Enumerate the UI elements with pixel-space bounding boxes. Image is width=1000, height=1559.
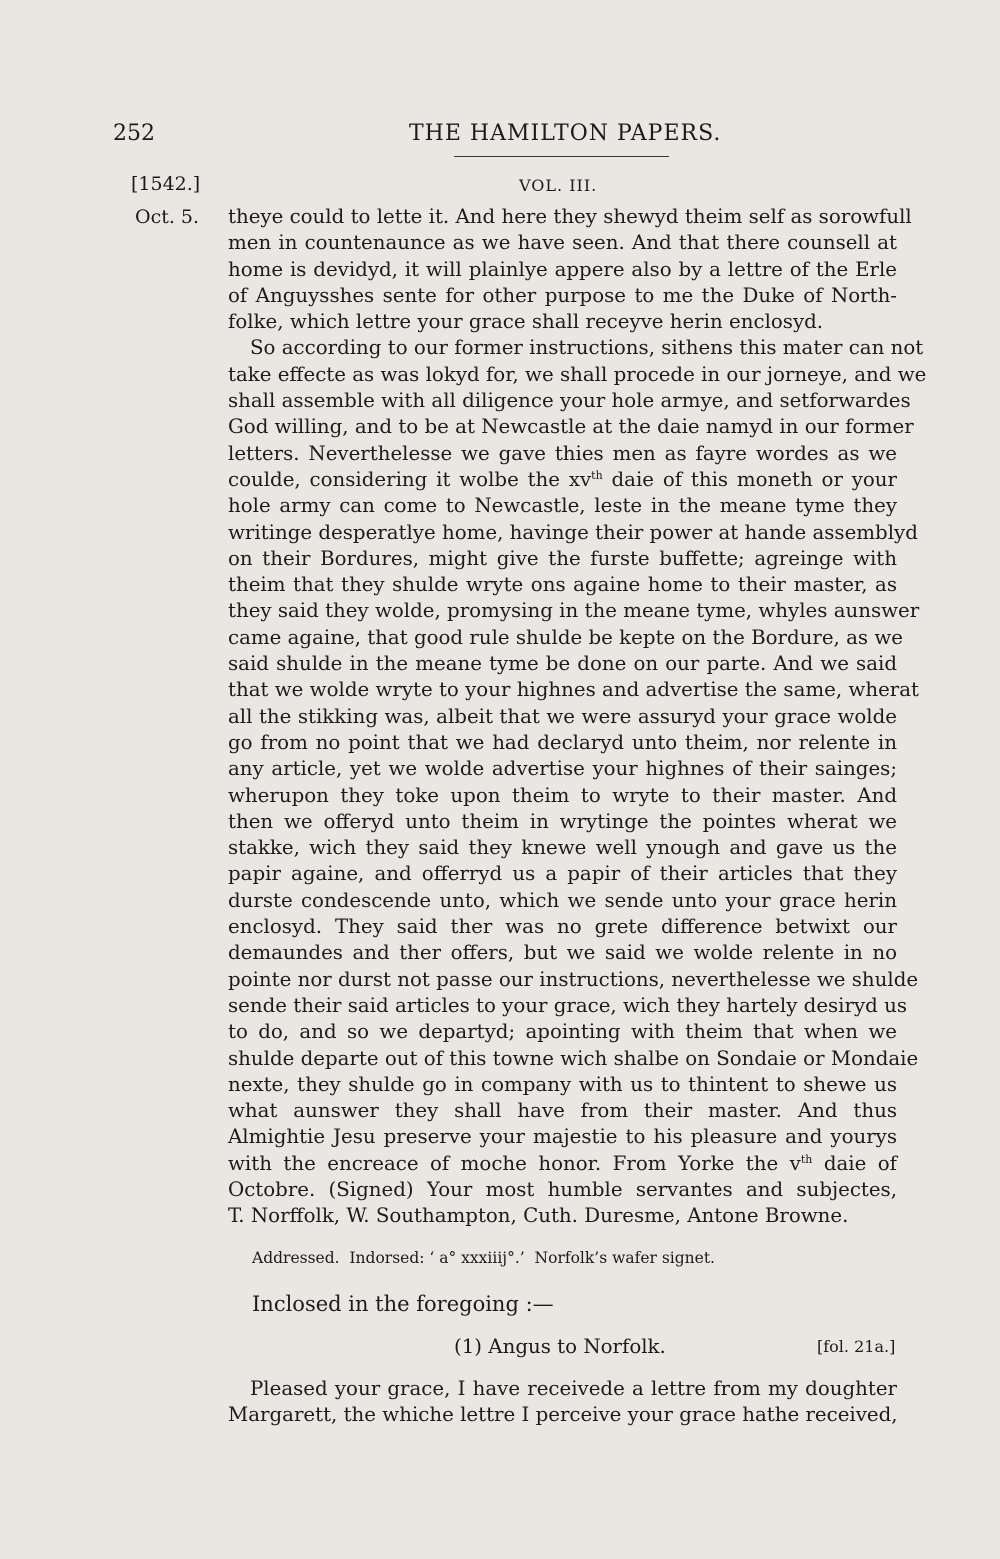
body-line: demaundes and ther offers, but we said we wolde relente in no [228,941,897,965]
signature-line: T. Norffolk, W. Southampton, Cuth. Duresme, Antone Browne. [228,1204,849,1228]
body-line: letters. Neverthelesse we gave thies men as fayre wordes as we [228,441,897,465]
body-line-tail: daie of this moneth or your [602,467,898,491]
body-line: stakke, wich they said they knewe well ynough and gave us the [228,836,897,860]
body-line-with-superscript [228,1151,897,1177]
body-line: pointe nor durst not passe our instructions, neverthelesse we shulde [228,967,919,991]
body-line: sende their said articles to your grace, wich they hartely desiryd us [228,993,907,1017]
enclosure-heading: Inclosed in the foregoing :— [252,1292,554,1316]
letter-body [228,204,927,1230]
body-line-head: coulde, considering it wolbe the xv [228,467,592,491]
body-line: on their Bordures, might give the furste buffette; agreinge with [228,546,897,570]
body-line: durste condescende unto, which we sende unto your grace herin [228,888,897,912]
letter-line: Pleased your grace, I have receivede a lettre from my doughter [250,1377,897,1400]
body-line: So according to our former instructions, sithens this mater can not [250,336,924,360]
body-line: shall assemble with all diligence your hole armye, and setforwardes [228,389,911,413]
body-line: of Anguysshes sente for other purpose to me the Duke of North- [228,283,897,307]
body-line: men in countenaunce as we have seen. And that there counsell at [228,231,897,255]
wafer-note: Norfolk’s wafer signet. [534,1249,715,1267]
body-line: hole army can come to Newcastle, leste in the meane tyme they [228,494,897,518]
body-line: Octobre. (Signed) Your most humble servantes and subjectes, [228,1177,897,1201]
body-line-with-superscript [228,467,897,493]
enclosure-subheading: (1) Angus to Norfolk. [454,1335,666,1358]
body-line: nexte, they shulde go in company with us to thintent to shewe us [228,1072,897,1096]
superscript: th [800,1152,813,1166]
body-line: take effecte as was lokyd for, we shall procede in our jorneye, and we [228,362,927,386]
body-line: wherupon they toke upon theim to wryte to their master. And [228,783,897,807]
page-number: 252 [113,121,155,146]
body-line: to do, and so we departyd; apointing with theim that when we [228,1020,897,1044]
body-line: folke, which lettre your grace shall receyve herin enclosyd. [228,310,824,334]
body-line: God willing, and to be at Newcastle at the daie namyd in our former [228,415,914,439]
addressed-label: Addressed. [252,1249,340,1267]
indorsed-label: Indorsed: [349,1249,425,1267]
body-line: shulde departe out of this towne wich shalbe on Sondaie or Mondaie [228,1046,919,1070]
body-line: theim that they shulde wryte ons againe home to their master, as [228,573,897,597]
body-line: papir againe, and offerryd us a papir of their articles that they [228,862,897,886]
margin-date: Oct. 5. [135,206,200,228]
body-line: writinge desperatlye home, havinge their power at hande assemblyd [228,520,918,544]
body-line: said shulde in the meane tyme be done on our parte. And we said [228,652,897,676]
body-line: home is devidyd, it will plainlye appere also by a lettre of the Erle [228,257,897,281]
body-line: came againe, that good rule shulde be kepte on the Bordure, as we [228,625,903,649]
superscript: th [591,468,603,482]
body-line: what aunswer they shall have from their master. And thus [228,1099,897,1123]
body-line: enclosyd. They said ther was no grete difference betwixt our [228,915,897,939]
body-line: then we offeryd unto theim in wrytinge the pointes wherat we [228,809,897,833]
folio-reference: [fol. 21a.] [817,1337,896,1356]
letter-line: Margarett, the whiche lettre I perceive your grace hathe received, [228,1403,898,1427]
running-title: THE HAMILTON PAPERS. [409,121,722,146]
body-line-tail: daie of [812,1151,897,1175]
volume-label: VOL. III. [519,176,598,195]
indorsement-quote: ‘ a° xxxiiij°.’ [429,1249,525,1267]
body-line: all the stikking was, albeit that we were assuryd your grace wolde [228,704,897,728]
address-note [252,1249,715,1267]
body-line-head: with the encreace of moche honor. From Yorke the v [228,1151,801,1175]
body-line: go from no point that we had declaryd unto theim, nor relente in [228,730,897,754]
enclosed-letter [228,1376,897,1429]
year-marker: [1542.] [131,173,201,195]
body-line: theye could to lette it. And here they shewyd theim self as sorowfull [228,205,912,228]
body-line: that we wolde wryte to your highnes and advertise the same, wherat [228,678,919,702]
body-line: they said they wolde, promysing in the meane tyme, whyles aunswer [228,599,920,623]
body-line: any article, yet we wolde advertise your highnes of their sainges; [228,757,897,781]
body-line: Almightie Jesu preserve your majestie to his pleasure and yourys [228,1125,897,1149]
header-rule [454,156,669,157]
